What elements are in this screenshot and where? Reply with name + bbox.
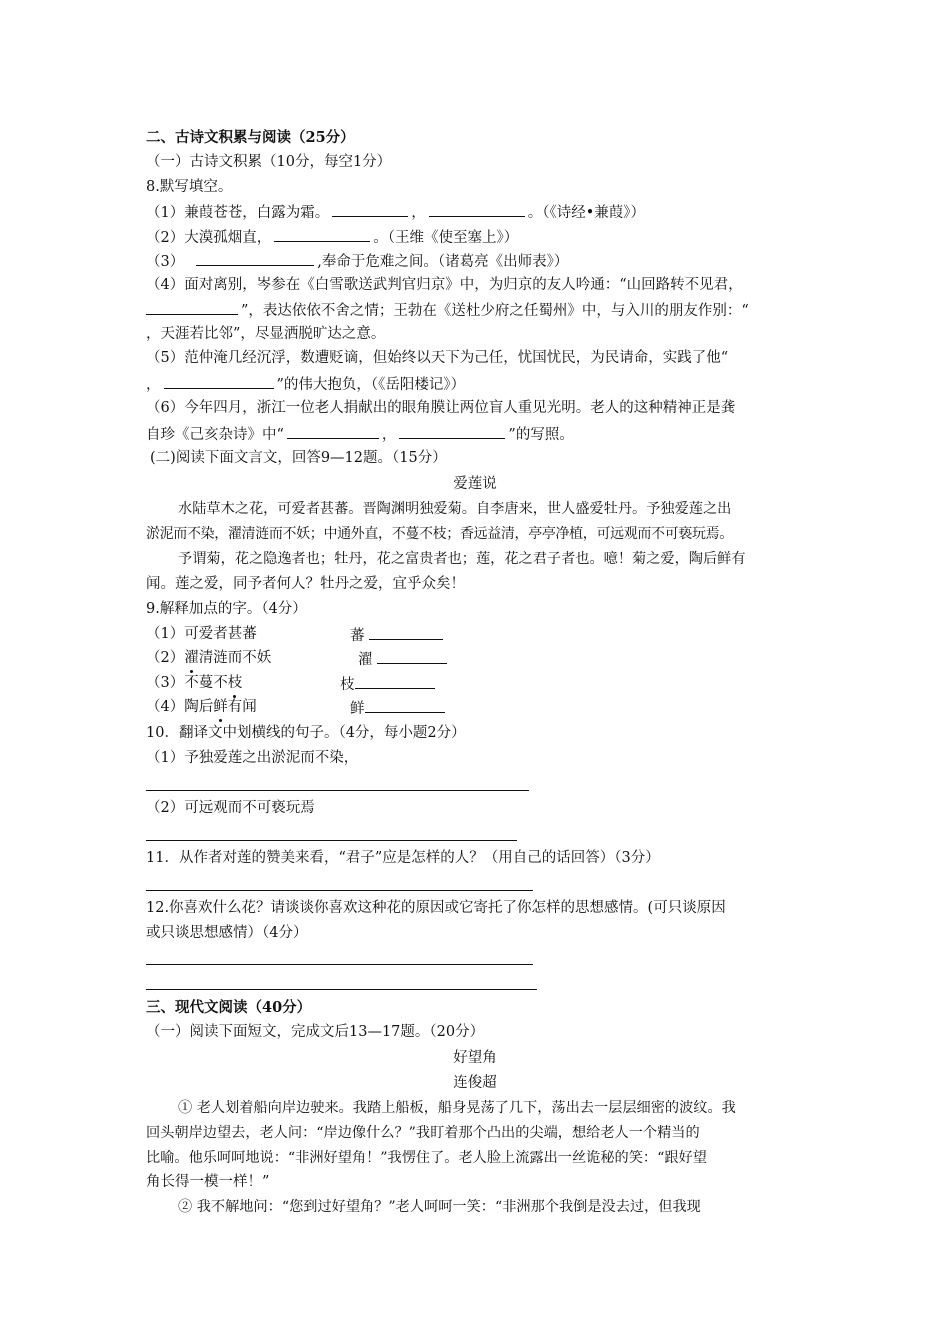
story-author: 连俊超 <box>453 1075 497 1091</box>
answer-line[interactable] <box>146 989 537 990</box>
answer-blank[interactable] <box>365 697 445 713</box>
q9-4-char: 鲜 <box>350 697 448 719</box>
answer-blank[interactable] <box>196 250 314 266</box>
answer-blank[interactable] <box>429 201 525 217</box>
q8-3: （3） ,奉命于危难之间。（诸葛亮《出师表》） <box>146 250 568 272</box>
q9-1-char: 蕃 <box>350 624 446 646</box>
essay-title: 爱莲说 <box>453 476 497 492</box>
essay-p2-line1: 予谓菊，花之隐逸者也；牡丹，花之富贵者也；莲，花之君子者也。噫！菊之爱，陶后鲜有 <box>178 551 746 567</box>
q8-1: （1）兼葭苍苍，白露为霜。 ， 。（《诗经•兼葭》） <box>146 201 645 223</box>
dotted-char: 鲜 <box>213 699 228 715</box>
dotted-char: 枝 <box>227 675 243 691</box>
story-title: 好望角 <box>453 1050 497 1066</box>
part1-heading: （一）古诗文积累（10分，每空1分） <box>146 154 392 170</box>
q9-4: （4）陶后鲜有闻 <box>146 699 257 715</box>
q8-6-line1: （6）今年四月，浙江一位老人捐献出的眼角膜让两位盲人重见光明。老人的这种精神正是龚 <box>146 400 736 416</box>
q8-4-line2: ”，表达依依不舍之情；王勃在《送杜少府之任蜀州》中，与入川的朋友作别：“ <box>146 299 749 321</box>
story-p1-line3: 比喻。他乐呵呵地说：“非洲好望角！”我愣住了。老人脸上流露出一丝诡秘的笑：“跟好望 <box>146 1150 707 1166</box>
answer-blank[interactable] <box>164 373 274 389</box>
essay-p2-line2: 闻。莲之爱，同予者何人？牡丹之爱，宜乎众矣！ <box>146 576 465 592</box>
q10-2: （2）可远观而不可亵玩焉 <box>146 800 315 816</box>
q12-line1: 12.你喜欢什么花？请谈谈你喜欢这种花的原因或它寄托了你怎样的思想感情。(可只谈原因 <box>146 900 726 916</box>
story-p2-line1: ② 我不解地问：“您到过好望角？”老人呵呵一笑：“非洲那个我倒是没去过，但我现 <box>178 1199 701 1215</box>
answer-blank[interactable] <box>287 423 379 439</box>
answer-line[interactable] <box>146 840 517 841</box>
answer-blank[interactable] <box>369 624 443 640</box>
q8-4-line1: （4）面对离别，岑参在《白雪歌送武判官归京》中，为归京的友人吟通：“山回路转不见君， <box>146 277 743 293</box>
q9-heading: 9.解释加点的字。（4分） <box>146 601 307 617</box>
story-p1-line4: 角长得一模一样！” <box>146 1174 270 1190</box>
q12-line2: 或只谈思想感情）（4分） <box>146 925 308 941</box>
answer-blank[interactable] <box>377 648 447 664</box>
story-p1-line1: ① 老人划着船向岸边驶来。我踏上船板，船身晃荡了几下，荡出去一层层细密的波纹。我 <box>178 1100 736 1116</box>
answer-blank[interactable] <box>274 226 370 242</box>
q8-4-line3: ，天涯若比邻”，尽显洒脱旷达之意。 <box>146 326 386 342</box>
q10-heading: 10．翻译文中划横线的句子。（4分，每小题2分） <box>146 725 466 741</box>
part2-heading: (二)阅读下面文言文，回答9—12题。（15分） <box>150 450 447 466</box>
q8-5-line1: （5）范仲淹几经沉浮，数遭贬谪，但始终以天下为己任，忧国忧民，为民请命，实践了他“ <box>146 350 729 366</box>
section3-title: 三、现代文阅读（40分） <box>146 999 312 1016</box>
q10-1: （1）予独爱莲之出淤泥而不染， <box>146 750 359 766</box>
q8-2: （2）大漠孤烟直， 。（王维《使至塞上》） <box>146 226 518 248</box>
answer-blank[interactable] <box>146 299 238 315</box>
essay-p1-line2: 淤泥而不染，濯清涟而不妖；中通外直，不蔓不枝；香远益清，亭亭净植，可远观而不可亵玩焉。 <box>146 526 733 542</box>
answer-line[interactable] <box>146 790 529 791</box>
q9-2-char: 濯 <box>358 648 450 670</box>
answer-blank[interactable] <box>332 201 408 217</box>
answer-line[interactable] <box>146 964 533 965</box>
q9-3: （3）不蔓不枝 <box>146 675 243 691</box>
q8-heading: 8.默写填空。 <box>146 179 233 195</box>
story-p1-line2: 回头朝岸边望去，老人问：“岸边像什么？”我盯着那个凸出的尖端，想给老人一个精当的 <box>146 1125 700 1141</box>
q8-6-line2: 自珍《己亥杂诗》中“ ， ”的写照。 <box>146 423 574 445</box>
q9-2: （2）濯清涟而不妖 <box>146 650 272 666</box>
q9-1: （1）可爱者甚蕃 <box>146 626 257 642</box>
dotted-char: 濯 <box>184 650 199 666</box>
q9-3-char: 枝 <box>340 673 438 695</box>
q11: 11．从作者对莲的赞美来看，“君子”应是怎样的人？（用自己的话回答）（3分） <box>146 850 660 866</box>
section2-title: 二、古诗文积累与阅读（25分） <box>146 129 355 146</box>
answer-blank[interactable] <box>399 423 505 439</box>
essay-p1-line1: 水陆草木之花，可爱者甚蕃。晋陶渊明独爱菊。自李唐来，世人盛爱牡丹。予独爱莲之出 <box>178 501 732 517</box>
section3-part1: （一）阅读下面短文，完成文后13—17题。（20分） <box>146 1024 485 1040</box>
answer-line[interactable] <box>146 890 533 891</box>
q8-5-line2: ， ”的伟大抱负，（《岳阳楼记》） <box>146 373 465 395</box>
answer-blank[interactable] <box>355 673 435 689</box>
